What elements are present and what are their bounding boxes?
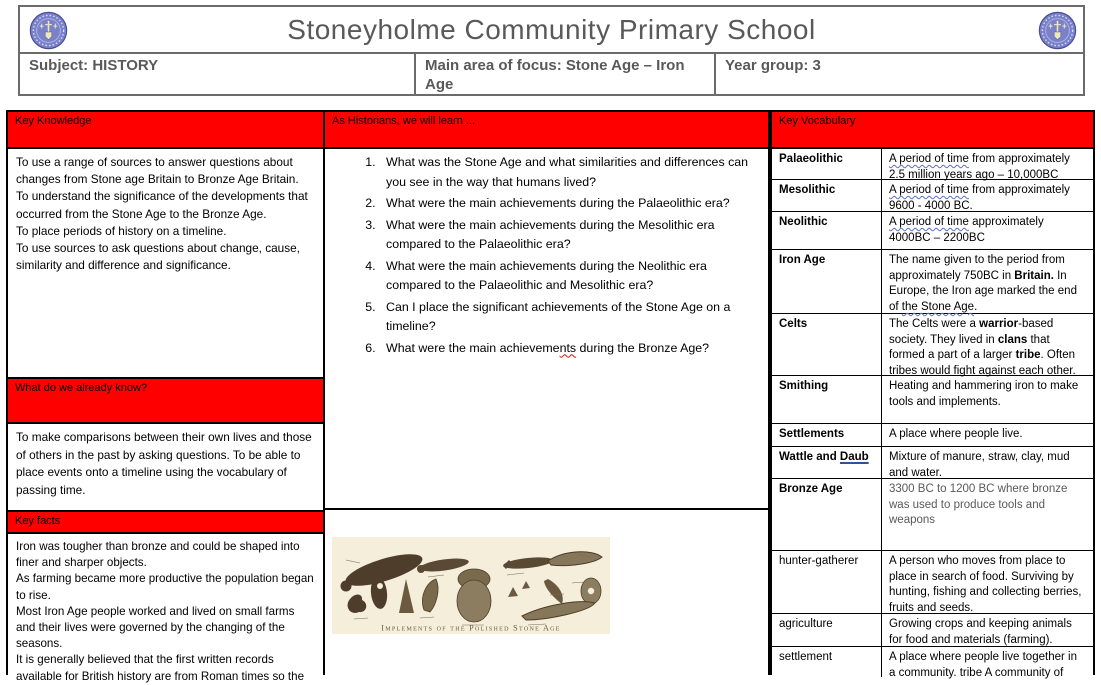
vocab-row <box>772 647 1093 677</box>
vocab-term: hunter-gatherer <box>772 551 882 613</box>
page-title: Stoneyholme Community Primary School <box>287 13 816 45</box>
vocab-definition: A place where people live. <box>889 428 1023 440</box>
school-crest-icon <box>29 11 68 50</box>
stone-age-implements-image <box>332 537 610 634</box>
key-knowledge-line: To understand the significance of the developments that occurred from the Stone Age to the Bronze Age. <box>16 189 308 221</box>
vocab-term: Palaeolithic <box>772 149 882 179</box>
vocab-row <box>772 212 1093 250</box>
vocab-term: Smithing <box>772 376 882 423</box>
vocab-definition: Heating and hammering iron to make tools and implements. <box>889 380 1079 408</box>
vocab-term: Neolithic <box>772 212 882 249</box>
historians-column <box>325 110 770 675</box>
vocab-term: settlement <box>772 647 882 677</box>
key-knowledge-line: To use a range of sources to answer questions about changes from Stone age Britain to Bronze Age Britain. <box>16 155 299 187</box>
vocab-definition: A place where people live together in a community. tribe A community of <box>889 651 1077 679</box>
meta-row <box>20 54 1083 94</box>
key-facts-line: Most Iron Age people worked and lived on small farms and their lives were governed by the changing of the seasons. <box>16 604 295 651</box>
document-header <box>18 5 1085 96</box>
vocab-term: agriculture <box>772 614 882 646</box>
vocab-term: Settlements <box>772 424 882 446</box>
vocab-definition: Mixture of manure, straw, clay, mud and water. <box>889 451 1070 479</box>
questions-list <box>325 153 768 358</box>
school-crest-icon <box>1038 11 1077 50</box>
vocab-definition: A person who moves from place to place in search of food. Surviving by hunting, fishing and collecting berries, fruits and seeds. <box>889 555 1082 614</box>
key-facts-line: Iron was tougher than bronze and could be shaped into finer and sharper objects. <box>16 540 300 570</box>
vocab-row <box>772 424 1093 447</box>
vocab-row <box>772 447 1093 479</box>
vocab-row <box>772 250 1093 314</box>
vocab-definition: The Celts were a warrior-based society. They lived in clans that formed a part of a larger tribe. Often tribes would fight against each other. <box>889 318 1076 377</box>
key-knowledge-column <box>6 110 325 683</box>
image-cell <box>325 510 768 675</box>
vocab-definition: A period of time from approximately 9600 - 4000 BC. <box>889 184 1070 212</box>
vocab-definition: A period of time approximately 4000BC – 2200BC <box>889 216 1044 244</box>
already-know-header: What do we already know? <box>8 379 323 424</box>
vocab-row <box>772 614 1093 647</box>
vocab-row <box>772 376 1093 424</box>
key-knowledge-line: To use sources to ask questions about change, cause, similarity and difference and significance. <box>16 241 300 273</box>
key-facts-body <box>8 534 323 683</box>
question-item: 4. What were the main achievements during the Neolithic era compared to the Palaeolithic and Mesolithic era? <box>379 257 758 296</box>
vocab-term: Wattle and Daub <box>772 447 882 478</box>
question-item: 6. What were the main achievements during the Bronze Age? <box>379 339 758 359</box>
subject-cell: Subject: HISTORY <box>20 54 416 94</box>
vocab-definition: The name given to the period from approximately 750BC in Britain. In Europe, the Iron age marked the end of the Stone Age. <box>889 254 1077 313</box>
question-item: 2. What were the main achievements during the Palaeolithic era? <box>379 194 758 214</box>
key-facts-line: As farming became more productive the population began to rise. <box>16 572 314 602</box>
vocab-row <box>772 479 1093 551</box>
title-row <box>20 7 1083 54</box>
question-item: 3. What were the main achievements during the Mesolithic era compared to the Palaeolithic era? <box>379 216 758 255</box>
historians-header: As Historians, we will learn ... <box>325 112 768 149</box>
key-knowledge-body <box>8 149 323 379</box>
vocab-definition: Growing crops and keeping animals for food and materials (farming). <box>889 618 1072 646</box>
vocab-term: Bronze Age <box>772 479 882 550</box>
vocab-definition: A period of time from approximately 2.5 million years ago – 10,000BC <box>889 153 1070 181</box>
key-knowledge-line: To place periods of history on a timeline. <box>16 223 227 238</box>
vocab-row <box>772 180 1093 212</box>
already-know-body: To make comparisons between their own lives and those of others in the past by asking questions. To be able to place events onto a timeline using the vocabulary of passing time. <box>8 424 323 512</box>
question-item: 5. Can I place the significant achievements of the Stone Age on a timeline? <box>379 298 758 337</box>
vocab-term: Iron Age <box>772 250 882 313</box>
stone-image-caption: Implements of the Polished Stone Age <box>381 623 561 633</box>
questions-cell <box>325 149 768 510</box>
vocabulary-column <box>770 110 1095 679</box>
vocab-term: Celts <box>772 314 882 375</box>
year-group-cell: Year group: 3 <box>725 57 821 74</box>
key-facts-header: Key facts <box>8 512 323 534</box>
vocab-definition: 3300 BC to 1200 BC where bronze was used to produce tools and weapons <box>889 483 1068 527</box>
key-facts-line: It is generally believed that the first written records available for British history are from Roman times so the <box>16 653 305 683</box>
vocab-row <box>772 314 1093 376</box>
vocab-row <box>772 551 1093 614</box>
vocab-row <box>772 149 1093 180</box>
key-knowledge-header: Key Knowledge <box>8 112 323 149</box>
vocab-term: Mesolithic <box>772 180 882 211</box>
question-item: 1. What was the Stone Age and what similarities and differences can you see in the way that humans lived? <box>379 153 758 192</box>
focus-cell: Main area of focus: Stone Age – Iron Age <box>416 54 716 94</box>
vocabulary-header: Key Vocabulary <box>772 112 1093 149</box>
